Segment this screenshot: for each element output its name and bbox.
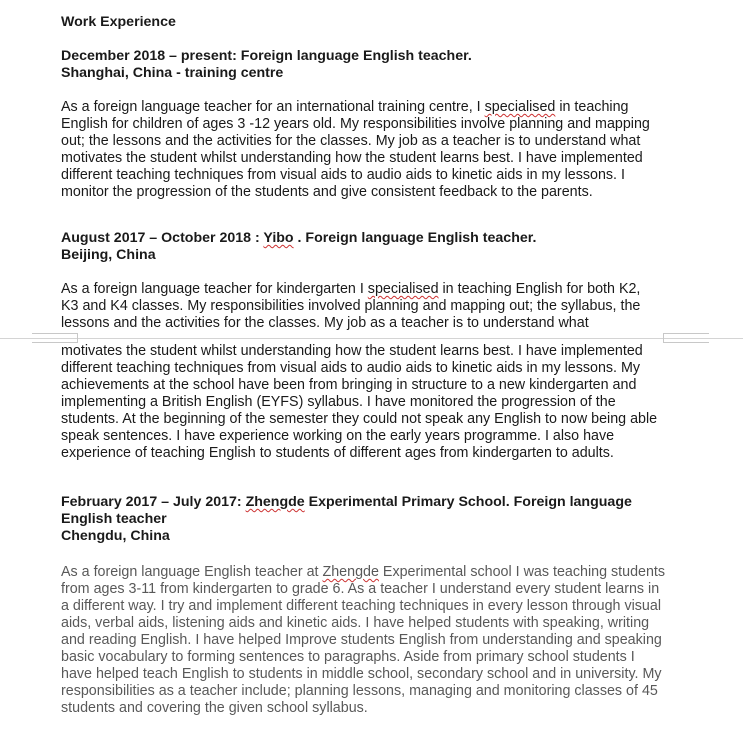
page-break-line xyxy=(0,338,743,339)
spellcheck-word[interactable]: Yibo xyxy=(263,230,294,246)
spellcheck-word[interactable]: specialised xyxy=(367,281,439,297)
job-description-beijing-page2: motivates the student whilst understanding how the student learns best. I have implemented different teaching techniques from visual aids to audio aids to kinetic aids in my lessons. My achievements at the school have been from bringing in structure to a new kindergarten and implementing a British English (EYFS) syllabus. I have monitored the progression of the students. At the beginning of the semester they could not speak any English to now being able speak sentences. I have experience working on the early years programme. I also have experience of teaching English to students of different ages from kindergarten to adults. xyxy=(61,343,658,461)
job-description-beijing-page1: As a foreign language teacher for kindergarten I specialised in teaching English for both K2, K3 and K4 classes. My responsibilities involved planning and mapping out; the syllabus, the lessons and the activities for the classes. My job as a teacher is to understand what xyxy=(61,281,641,331)
page-margin-marker-right xyxy=(663,333,709,343)
spellcheck-word[interactable]: Zhengde xyxy=(245,494,305,510)
job-location: Shanghai, China - training centre xyxy=(61,65,284,81)
job-entry-shanghai xyxy=(61,48,661,82)
job-location: Chengdu, China xyxy=(61,528,170,544)
page-margin-marker-left xyxy=(32,333,78,343)
job-description-chengdu: As a foreign language English teacher at Zhengde Experimental school I was teaching students from ages 3-11 from kindergarten to grade 6. As a teacher I understand every student learns in a different way. I try and implement different teaching techniques in every lesson through visual aids, verbal aids, listening aids and kinetic aids. I have helped students with speaking, writing and reading English. I have helped Improve students English from understanding and speaking basic vocabulary to forming sentences to paragraphs. Aside from primary school students I have helped teach English to students in middle school, secondary school and in university. My responsibilities as a teacher include; planning lessons, managing and monitoring classes of 45 students and covering the given school syllabus. xyxy=(61,564,666,716)
job-heading: December 2018 – present: Foreign language English teacher. xyxy=(61,48,472,64)
spellcheck-word[interactable]: Zhengde xyxy=(322,564,379,580)
job-heading: August 2017 – October 2018 : Yibo . Foreign language English teacher. xyxy=(61,230,537,246)
job-entry-chengdu xyxy=(61,494,661,545)
job-location: Beijing, China xyxy=(61,247,156,263)
job-heading-continued: English teacher xyxy=(61,511,167,527)
job-description-shanghai: As a foreign language teacher for an international training centre, I specialised in teaching English for children of ages 3 -12 years old. My responsibilities involve planning and mapping out; the lessons and the activities for the classes. My job as a teacher is to understand what motivates the student whilst understanding how the student learns best. I have implemented different teaching techniques from visual aids to audio aids to kinetic aids in my lessons. I monitor the progression of the students and give consistent feedback to the parents. xyxy=(61,99,650,200)
job-entry-beijing xyxy=(61,230,661,264)
spellcheck-word[interactable]: specialised xyxy=(484,99,556,115)
job-heading: February 2017 – July 2017: Zhengde Experimental Primary School. Foreign language xyxy=(61,494,632,510)
section-title: Work Experience xyxy=(61,14,176,30)
